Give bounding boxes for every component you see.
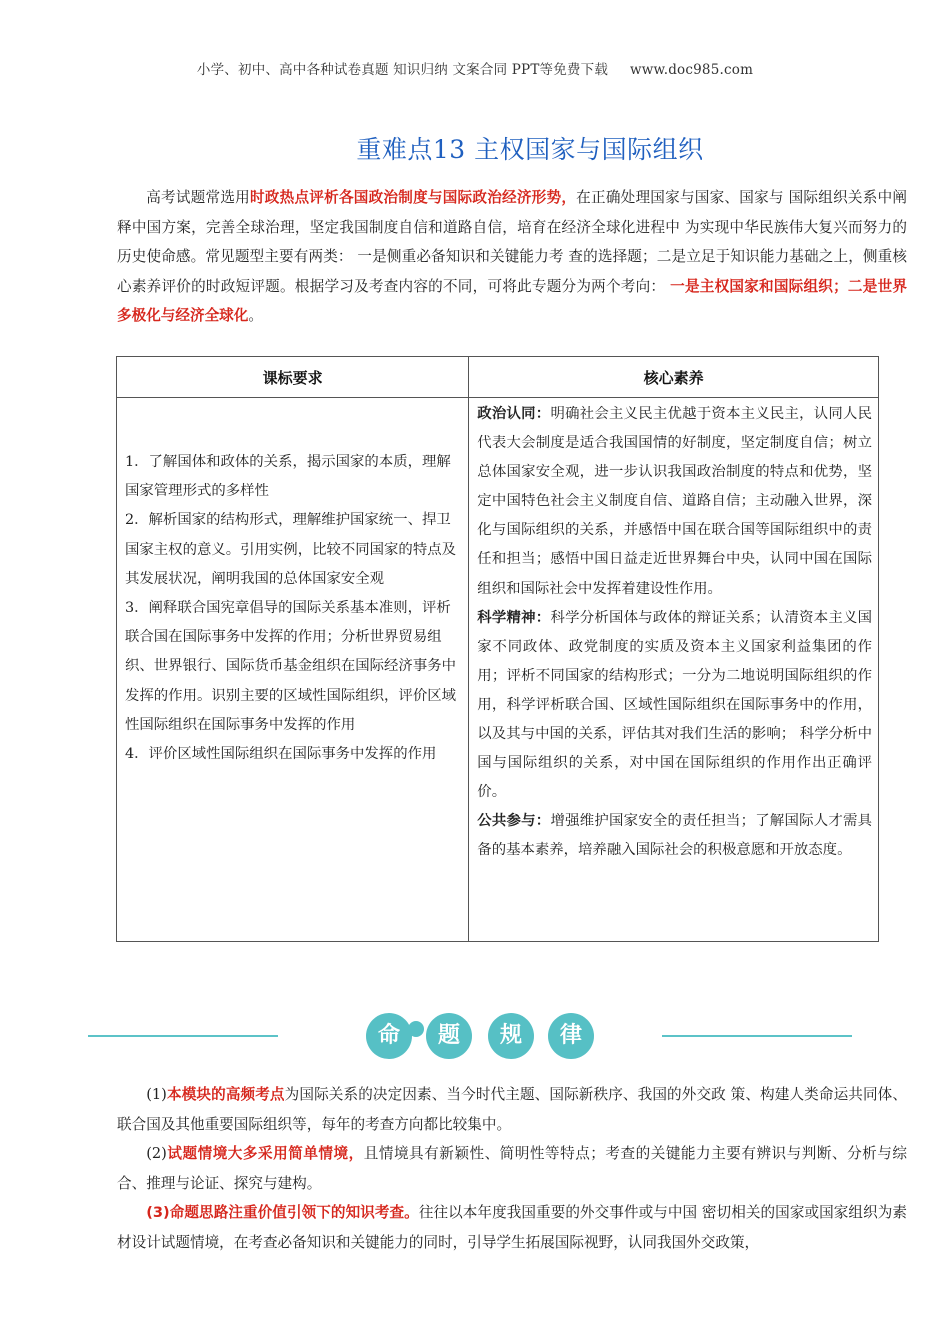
intro-paragraph <box>117 183 907 331</box>
header-url[interactable]: www.doc985.com <box>630 62 754 78</box>
list-item: 3．阐释联合国宪章倡导的国际关系基本准则，评析联合国在国际事务中发挥的作用；分析世界贸易组织、世界银行、国际货币基金组织在国际经济事务中发挥的作用。识别主要的区域性国际组织，评价区域性国际组织在国际事务中发挥的作用 <box>125 600 456 733</box>
badge-char: 命 <box>366 1013 412 1059</box>
rule-item-2 <box>117 1139 907 1198</box>
badge-char: 律 <box>548 1013 594 1059</box>
intro-text-1: 高考试题常选用 <box>146 189 250 206</box>
rule-highlight: 命题思路注重价值引领下的知识考查。 <box>169 1204 419 1221</box>
rule-text: 往往以本年度我国重要的外交事件或与中国 密切相关的国家或国家组织为素材设计试题情境，在考查必备知识和关键能力的同时，引导学生拓展国际视野，认同我国外交政策， <box>117 1204 907 1251</box>
curriculum-cell <box>117 398 469 942</box>
rule-text: 为国际关系的决定因素、当今时代主题、国际新秩序、我国的外交政 策、构建人类命运共同体、联合国及其他重要国际组织等，每年的考查方向都比较集中。 <box>117 1086 907 1133</box>
literacy-text: 明确社会主义民主优越于资本主义民主，认同人民代表大会制度是适合我国国情的好制度，坚定制度自信；树立总体国家安全观，进一步认识我国政治制度的特点和优势，坚定中国特色社会主义制度自信、道路自信；主动融入世界，深化与国际组织的关系，并感悟中国在联合国等国际组织中的责任和担当；感悟中国日益走近世界舞台中央，认同中国在国际组织和国际社会中发挥着建设性作用。 <box>477 406 872 597</box>
core-literacy-cell <box>469 398 879 942</box>
rules-section <box>117 1080 907 1257</box>
header-curriculum: 课标要求 <box>117 357 469 398</box>
list-item: 2．解析国家的结构形式，理解维护国家统一、捍卫国家主权的意义。引用实例，比较不同国家的特点及其发展状况，阐明我国的总体国家安全观 <box>125 512 456 587</box>
rule-num: (2) <box>146 1145 167 1162</box>
literacy-political <box>477 400 872 604</box>
intro-text-3: 。 <box>248 307 263 324</box>
header-text: 小学、初中、高中各种试卷真题 知识归纳 文案合同 PPT等免费下载 <box>196 62 609 78</box>
rule-highlight: 试题情境大多采用简单情境， <box>166 1145 364 1162</box>
page-header <box>0 58 950 78</box>
section-heading-badges <box>366 1013 596 1061</box>
section-divider-left <box>88 1035 278 1037</box>
literacy-lead: 科学精神： <box>477 609 551 626</box>
rule-highlight: 本模块的高频考点 <box>166 1086 285 1103</box>
rule-item-3 <box>117 1198 907 1257</box>
literacy-text: 增强维护国家安全的责任担当；了解国际人才需具备的基本素养，培养融入国际社会的积极意愿和开放态度。 <box>477 813 872 859</box>
literacy-text: 科学分析国体与政体的辩证关系；认清资本主义国家不同政体、政党制度的实质及资本主义国家利益集团的作用；评析不同国家的结构形式；一分为二地说明国际组织的作用，科学评析联合国、区域性国际组织在国际事务中的作用，以及其与中国的关系，评估其对我们生活的影响； 科学分析中国与国际组织的关系，对中国在国际组织的作用作出正确评价。 <box>477 609 872 801</box>
badge-char: 题 <box>426 1013 472 1059</box>
intro-highlight-1: 时政热点评析各国政治制度与国际政治经济形势， <box>249 189 577 206</box>
rule-num: (1) <box>146 1086 167 1103</box>
table-body-row <box>117 398 879 942</box>
literacy-science <box>477 604 872 808</box>
header-core-literacy: 核心素养 <box>469 357 879 398</box>
literacy-public <box>477 807 872 865</box>
badge-char: 规 <box>488 1013 534 1059</box>
list-item: 1．了解国体和政体的关系，揭示国家的本质，理解国家管理形式的多样性 <box>125 454 451 500</box>
curriculum-list <box>125 448 462 769</box>
core-literacy-blocks <box>477 400 872 866</box>
intro-text-2: 在正确处理国家与国家、国家与 国际组织关系中阐释中国方案，完善全球治理，坚定我国制度自信和道路自信，培育在经济全球化进程中 为实现中华民族伟大复兴而努力的历史使命感。常见题型主要有两类： 一是侧重必备知识和关键能力考 查的选择题；二是立足于知识能力基础之上，侧重核心素养评价的时政短评题。根据学习及考查内容的不同，可将此专题分为两个考向： <box>117 189 907 295</box>
rule-num: (3) <box>146 1204 170 1221</box>
page-title: 重难点13 主权国家与国际组织 <box>356 135 704 164</box>
rule-item-1 <box>117 1080 907 1139</box>
requirements-table <box>116 356 879 942</box>
literacy-lead: 政治认同： <box>477 406 551 422</box>
list-item: 4．评价区域性国际组织在国际事务中发挥的作用 <box>125 746 437 763</box>
table-header-row <box>117 357 879 398</box>
intro-highlight-2: 一是主权国家和国际组织；二是世界多极化与经济全球化 <box>117 277 907 324</box>
literacy-lead: 公共参与： <box>477 813 551 830</box>
section-divider-right <box>662 1035 852 1037</box>
rule-text: 且情境具有新颖性、简明性等特点；考查的关键能力主要有辨识与判断、分析与综合、推理与论证、探究与建构。 <box>117 1145 907 1192</box>
